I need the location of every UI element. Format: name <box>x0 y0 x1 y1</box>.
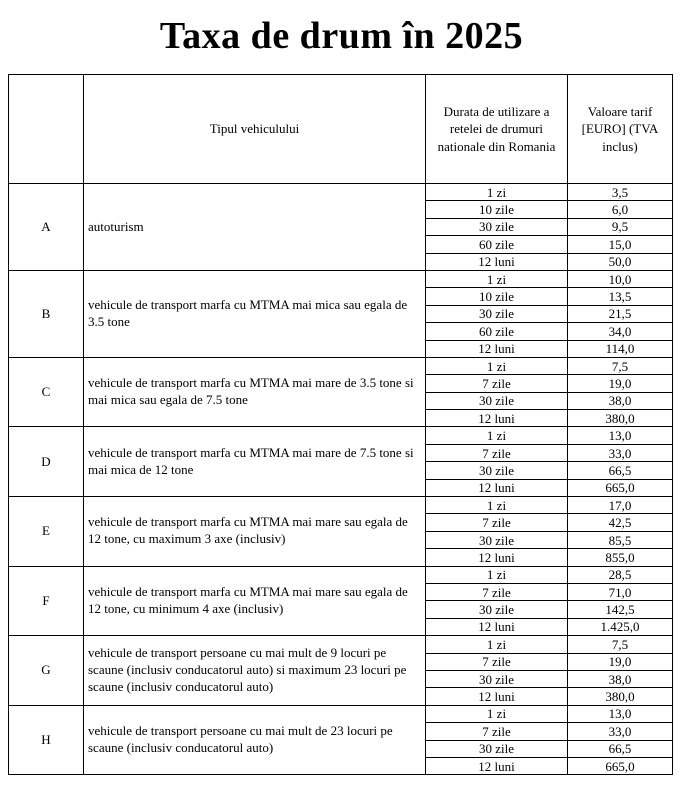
tariff-value: 28,5 <box>568 566 673 583</box>
category-code: A <box>9 184 84 271</box>
tariff-value: 7,5 <box>568 357 673 374</box>
tariff-value: 21,5 <box>568 305 673 322</box>
table-row <box>9 357 673 374</box>
table-row <box>9 184 673 201</box>
header-corner-cell <box>9 75 84 184</box>
category-code: H <box>9 705 84 775</box>
road-tax-table <box>8 74 673 775</box>
vehicle-type: vehicule de transport marfa cu MTMA mai mare de 7.5 tone si mai mica de 12 tone <box>84 427 426 497</box>
tariff-value: 85,5 <box>568 531 673 548</box>
duration-value: 7 zile <box>426 444 568 461</box>
tariff-value: 1.425,0 <box>568 618 673 635</box>
duration-value: 30 zile <box>426 601 568 618</box>
tariff-value: 15,0 <box>568 236 673 253</box>
category-code: F <box>9 566 84 636</box>
tariff-value: 13,5 <box>568 288 673 305</box>
tariff-value: 142,5 <box>568 601 673 618</box>
tariff-value: 6,0 <box>568 201 673 218</box>
vehicle-type: vehicule de transport persoane cu mai mult de 9 locuri pe scaune (inclusiv conducatorul auto) si maximum 23 locuri pe scaune (inclusiv conducatorul auto) <box>84 636 426 706</box>
tariff-value: 38,0 <box>568 392 673 409</box>
duration-value: 1 zi <box>426 357 568 374</box>
tariff-value: 7,5 <box>568 636 673 653</box>
page-title: Taxa de drum în 2025 <box>159 15 524 57</box>
duration-value: 1 zi <box>426 427 568 444</box>
table-header <box>9 75 673 184</box>
duration-value: 30 zile <box>426 740 568 757</box>
tariff-value: 13,0 <box>568 705 673 722</box>
duration-value: 12 luni <box>426 618 568 635</box>
duration-value: 30 zile <box>426 218 568 235</box>
duration-value: 1 zi <box>426 184 568 201</box>
tariff-value: 42,5 <box>568 514 673 531</box>
tariff-value: 17,0 <box>568 497 673 514</box>
duration-value: 12 luni <box>426 253 568 270</box>
tariff-value: 114,0 <box>568 340 673 357</box>
table-row <box>9 705 673 722</box>
tariff-value: 34,0 <box>568 323 673 340</box>
duration-value: 30 zile <box>426 670 568 687</box>
duration-value: 1 zi <box>426 497 568 514</box>
duration-value: 10 zile <box>426 288 568 305</box>
header-vehicle-type: Tipul vehiculului <box>84 75 426 184</box>
table-row <box>9 270 673 287</box>
duration-value: 30 zile <box>426 462 568 479</box>
duration-value: 7 zile <box>426 723 568 740</box>
table-row <box>9 636 673 653</box>
duration-value: 12 luni <box>426 549 568 566</box>
duration-value: 30 zile <box>426 531 568 548</box>
header-row <box>9 75 673 184</box>
category-code: E <box>9 497 84 567</box>
duration-value: 12 luni <box>426 340 568 357</box>
tariff-value: 380,0 <box>568 410 673 427</box>
duration-value: 1 zi <box>426 705 568 722</box>
duration-value: 7 zile <box>426 653 568 670</box>
header-duration: Durata de utilizare a retelei de drumuri nationale din Romania <box>426 75 568 184</box>
vehicle-type: vehicule de transport marfa cu MTMA mai mare de 3.5 tone si mai mica sau egala de 7.5 tone <box>84 357 426 427</box>
tariff-value: 10,0 <box>568 270 673 287</box>
tax-table-body <box>9 184 673 775</box>
duration-value: 60 zile <box>426 236 568 253</box>
duration-value: 7 zile <box>426 514 568 531</box>
tariff-value: 71,0 <box>568 583 673 600</box>
category-code: C <box>9 357 84 427</box>
tariff-value: 66,5 <box>568 462 673 479</box>
vehicle-type: vehicule de transport persoane cu mai mult de 23 locuri pe scaune (inclusiv conducatorul auto) <box>84 705 426 775</box>
tariff-value: 665,0 <box>568 479 673 496</box>
duration-value: 12 luni <box>426 410 568 427</box>
duration-value: 7 zile <box>426 375 568 392</box>
duration-value: 60 zile <box>426 323 568 340</box>
tariff-value: 380,0 <box>568 688 673 705</box>
tariff-value: 855,0 <box>568 549 673 566</box>
tariff-value: 665,0 <box>568 757 673 774</box>
duration-value: 1 zi <box>426 566 568 583</box>
category-code: D <box>9 427 84 497</box>
tariff-value: 50,0 <box>568 253 673 270</box>
table-row <box>9 566 673 583</box>
vehicle-type: vehicule de transport marfa cu MTMA mai mare sau egala de 12 tone, cu minimum 4 axe (inclusiv) <box>84 566 426 636</box>
duration-value: 30 zile <box>426 392 568 409</box>
tariff-value: 33,0 <box>568 723 673 740</box>
tariff-value: 19,0 <box>568 653 673 670</box>
vehicle-type: vehicule de transport marfa cu MTMA mai mica sau egala de 3.5 tone <box>84 270 426 357</box>
tariff-value: 38,0 <box>568 670 673 687</box>
vehicle-type: vehicule de transport marfa cu MTMA mai mare sau egala de 12 tone, cu maximum 3 axe (inclusiv) <box>84 497 426 567</box>
table-row <box>9 427 673 444</box>
header-tariff: Valoare tarif [EURO] (TVA inclus) <box>568 75 673 184</box>
category-code: G <box>9 636 84 706</box>
tariff-value: 19,0 <box>568 375 673 392</box>
duration-value: 12 luni <box>426 757 568 774</box>
tariff-value: 66,5 <box>568 740 673 757</box>
duration-value: 12 luni <box>426 688 568 705</box>
duration-value: 10 zile <box>426 201 568 218</box>
duration-value: 1 zi <box>426 270 568 287</box>
table-row <box>9 497 673 514</box>
duration-value: 12 luni <box>426 479 568 496</box>
duration-value: 1 zi <box>426 636 568 653</box>
tariff-value: 33,0 <box>568 444 673 461</box>
duration-value: 7 zile <box>426 583 568 600</box>
tariff-value: 3,5 <box>568 184 673 201</box>
tariff-value: 9,5 <box>568 218 673 235</box>
category-code: B <box>9 270 84 357</box>
duration-value: 30 zile <box>426 305 568 322</box>
vehicle-type: autoturism <box>84 184 426 271</box>
tariff-value: 13,0 <box>568 427 673 444</box>
